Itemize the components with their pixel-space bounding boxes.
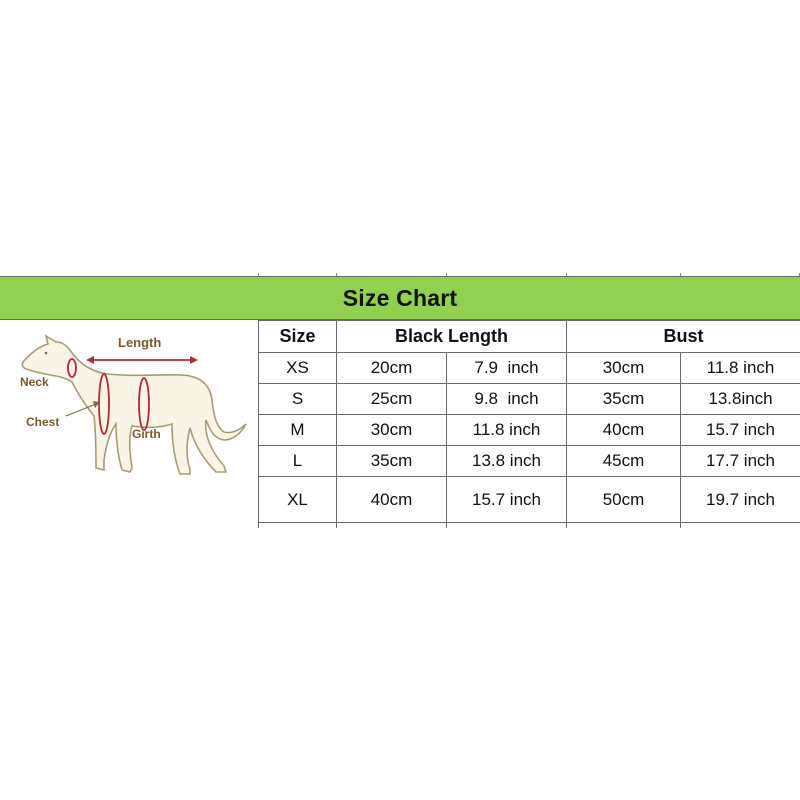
tail-cell: [259, 523, 337, 528]
dog-illustration: [0, 320, 258, 524]
dog-eye: [45, 352, 48, 355]
table-row: [259, 384, 800, 415]
chest-label: Chest: [26, 415, 60, 429]
length-inch-cell: 11.8 inch: [447, 415, 567, 446]
length-inch-cell: 9.8 inch: [447, 384, 567, 415]
size-cell: M: [259, 415, 337, 446]
title-bar: [0, 276, 800, 320]
bust-inch-cell: 13.8inch: [681, 384, 800, 415]
size-cell: XS: [259, 353, 337, 384]
neck-label: Neck: [20, 375, 49, 389]
size-cell: XL: [259, 477, 337, 523]
table-row: [259, 446, 800, 477]
bust-cm-cell: 35cm: [567, 384, 681, 415]
length-cm-cell: 25cm: [337, 384, 447, 415]
table-row: [259, 477, 800, 523]
length-cm-cell: 20cm: [337, 353, 447, 384]
length-cm-cell: 35cm: [337, 446, 447, 477]
size-table: [258, 320, 800, 528]
table-tail-row: [259, 523, 800, 528]
tail-cell: [681, 523, 800, 528]
bust-inch-cell: 15.7 inch: [681, 415, 800, 446]
table-row: [259, 415, 800, 446]
bust-cm-cell: 50cm: [567, 477, 681, 523]
girth-label: Girth: [132, 427, 161, 441]
tail-cell: [567, 523, 681, 528]
size-header: Size: [259, 321, 337, 353]
length-inch-cell: 15.7 inch: [447, 477, 567, 523]
size-cell: L: [259, 446, 337, 477]
chart-title: Size Chart: [342, 284, 458, 311]
length-inch-cell: 7.9 inch: [447, 353, 567, 384]
size-chart: [0, 276, 800, 524]
tail-cell: [337, 523, 447, 528]
length-cm-cell: 40cm: [337, 477, 447, 523]
bust-inch-cell: 19.7 inch: [681, 477, 800, 523]
table-row: [259, 353, 800, 384]
bust-inch-cell: 17.7 inch: [681, 446, 800, 477]
size-cell: S: [259, 384, 337, 415]
tail-cell: [447, 523, 567, 528]
table-header-row: [259, 321, 800, 353]
dog-silhouette: [22, 336, 246, 474]
bust-inch-cell: 11.8 inch: [681, 353, 800, 384]
length-cm-cell: 30cm: [337, 415, 447, 446]
bust-cm-cell: 40cm: [567, 415, 681, 446]
length-label: Length: [118, 335, 162, 350]
dog-measurement-diagram: [0, 320, 258, 524]
bust-header: Bust: [567, 321, 800, 353]
bust-cm-cell: 30cm: [567, 353, 681, 384]
length-arrow: [86, 356, 198, 364]
bust-cm-cell: 45cm: [567, 446, 681, 477]
length-inch-cell: 13.8 inch: [447, 446, 567, 477]
black-length-header: Black Length: [337, 321, 567, 353]
